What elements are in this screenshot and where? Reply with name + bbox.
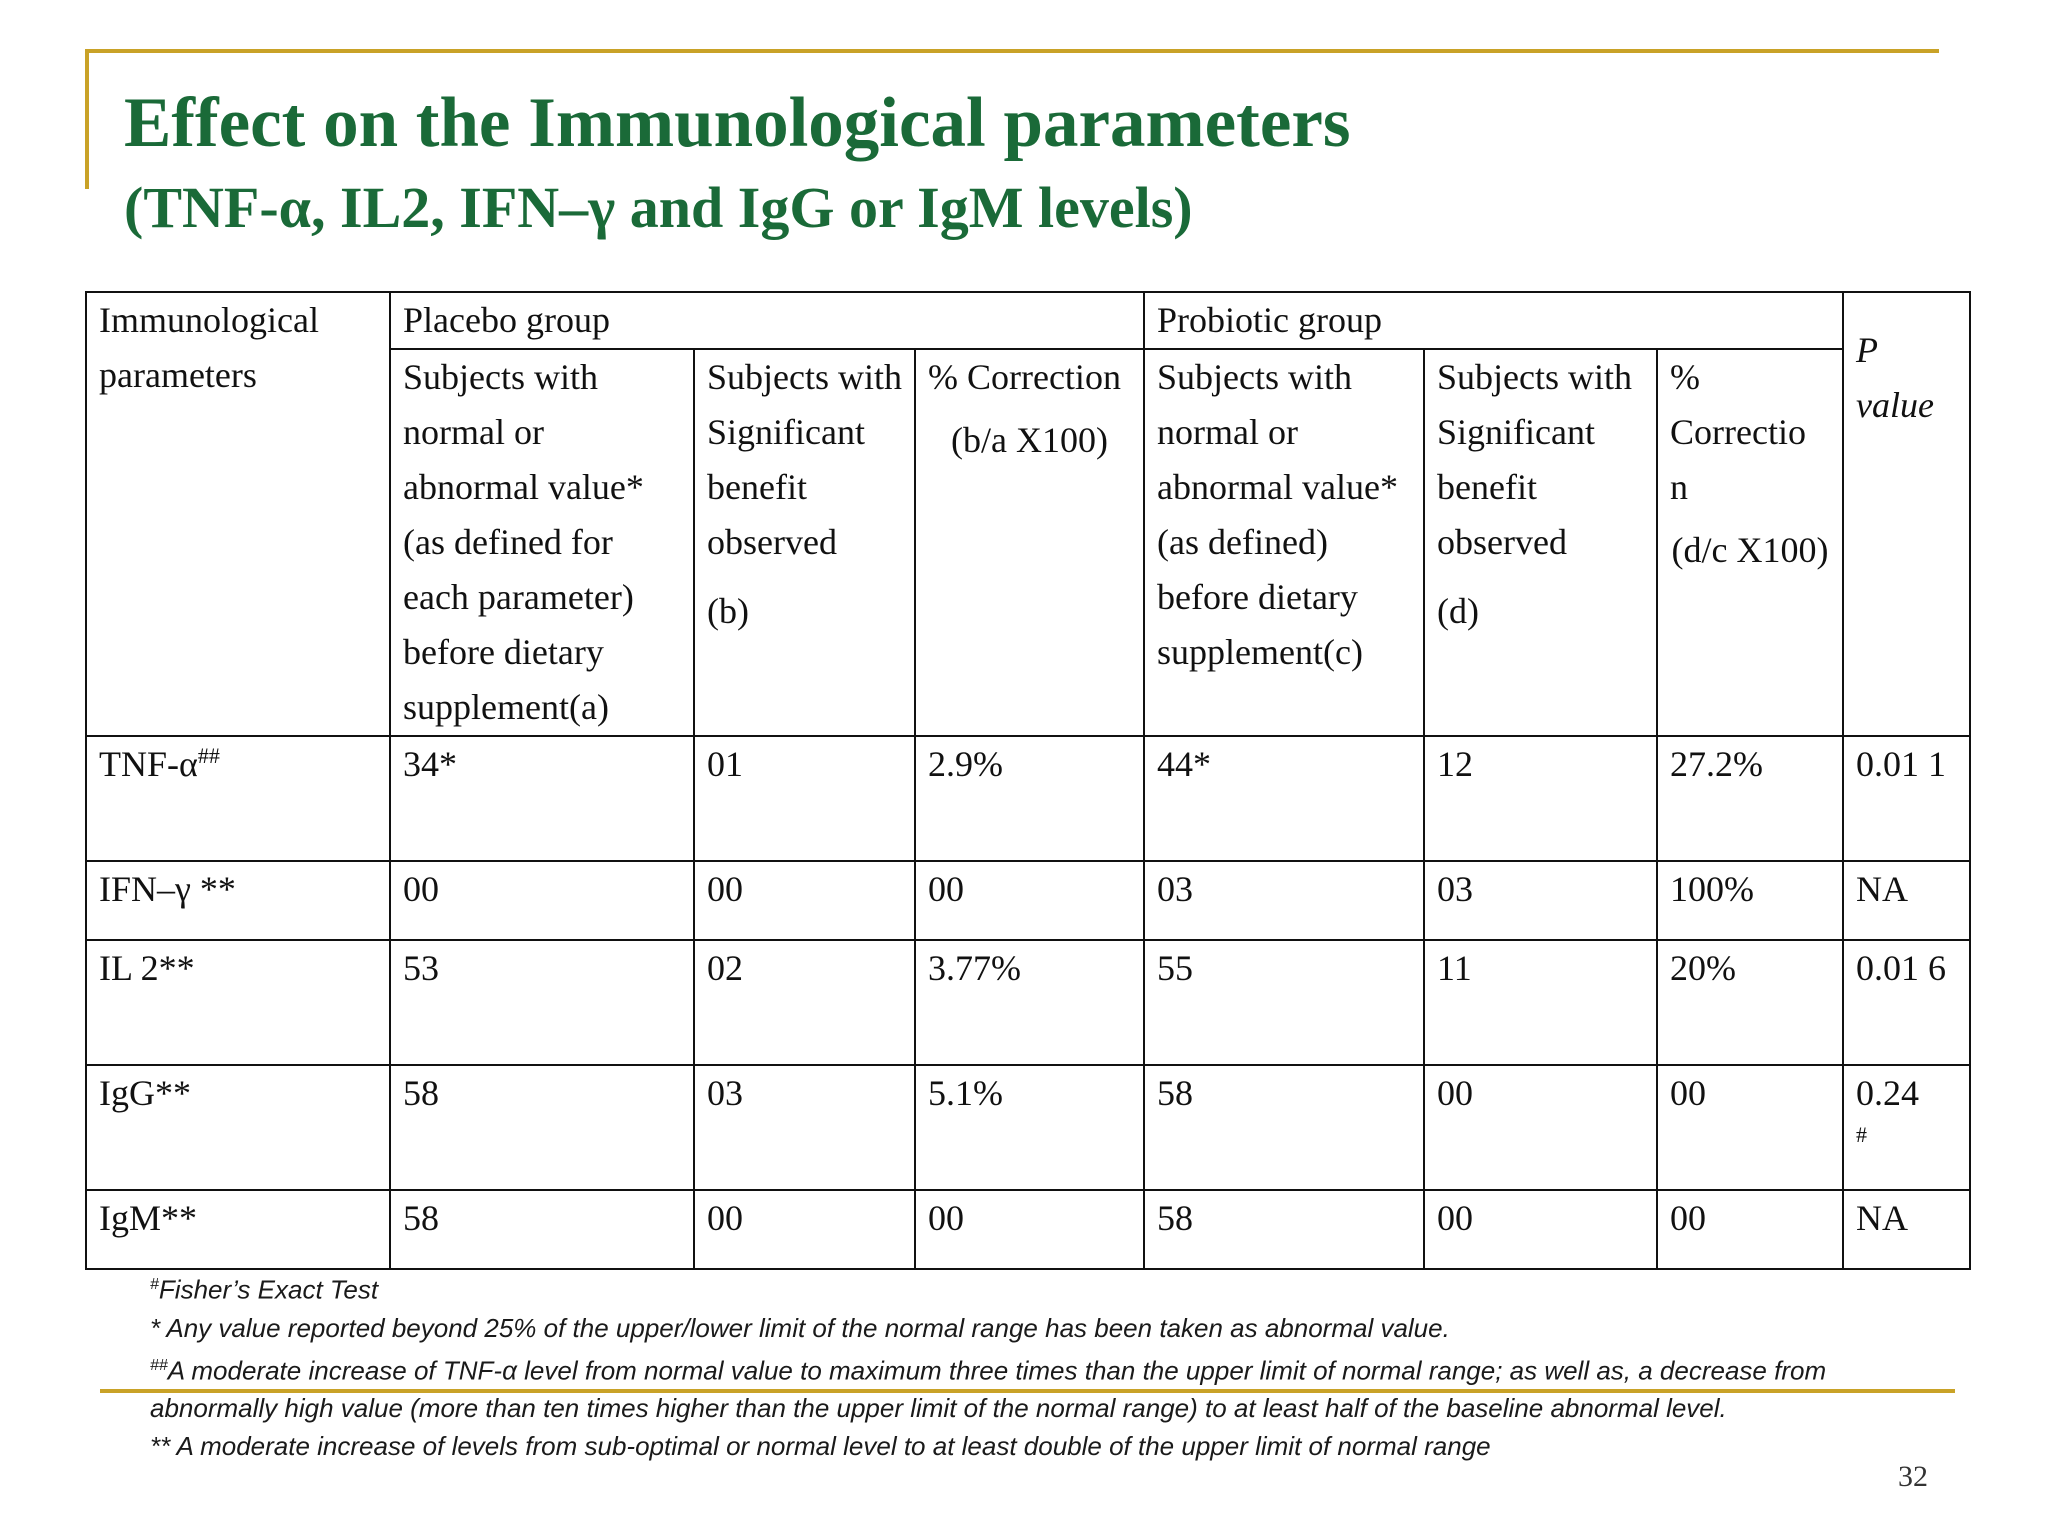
cell-probiotic-c: 00 (1657, 1065, 1843, 1190)
cell-placebo-a: 58 (390, 1065, 694, 1190)
cell-probiotic-b: 00 (1424, 1190, 1657, 1269)
table-row (86, 940, 1970, 1065)
param-cell: IFN–γ ** (86, 861, 390, 940)
cell-placebo-c: 00 (915, 861, 1144, 940)
param-cell (86, 736, 390, 861)
cell-p-value: NA (1843, 861, 1970, 940)
footnote-text: Fisher’s Exact Test (158, 1274, 379, 1305)
footnote-tnf (150, 1347, 1850, 1428)
header-placebo-c: % Correction (928, 357, 1121, 397)
page-number: 32 (1898, 1460, 1928, 1493)
table-row (86, 736, 1970, 861)
cell-probiotic-b: 00 (1424, 1065, 1657, 1190)
cell-placebo-c: 5.1% (915, 1065, 1144, 1190)
header-probiotic-a: Subjects with normal or abnormal value* (as defined) before dietary supplement(c) (1144, 349, 1424, 736)
cell-probiotic-a: 55 (1144, 940, 1424, 1065)
cell-probiotic-a: 58 (1144, 1065, 1424, 1190)
footnote-levels: ** A moderate increase of levels from sub-optimal or normal level to at least double of the upper limit of normal range (150, 1431, 1491, 1462)
cell-p-value: 0.01 1 (1843, 736, 1970, 861)
header-p-value: P value (1856, 330, 1935, 425)
cell-placebo-a: 34* (390, 736, 694, 861)
cell-placebo-c: 00 (915, 1190, 1144, 1269)
table-row (86, 861, 1970, 940)
header-parameters: Immunological parameters (86, 292, 390, 736)
footnote-mark: # (150, 1276, 159, 1293)
cell-p-value: 0.24 (1856, 1073, 1920, 1113)
cell-probiotic-a: 58 (1144, 1190, 1424, 1269)
group-header-row (86, 292, 1970, 349)
header-placebo-b-cell (694, 349, 915, 736)
cell-placebo-c: 3.77% (915, 940, 1144, 1065)
cell-probiotic-b: 03 (1424, 861, 1657, 940)
table-row (86, 1190, 1970, 1269)
header-placebo-c-formula: (b/a X100) (951, 420, 1108, 460)
cell-probiotic-c: 100% (1657, 861, 1843, 940)
header-probiotic-b-tag: (d) (1437, 591, 1480, 631)
header-probiotic-group: Probiotic group (1144, 292, 1843, 349)
footnote-fisher (150, 1266, 1850, 1309)
header-placebo-b: Subjects with Significant benefit observed (707, 357, 902, 562)
header-probiotic-b-cell (1424, 349, 1657, 736)
param-mark: ## (197, 743, 220, 768)
header-placebo-group: Placebo group (390, 292, 1144, 349)
slide-title (124, 78, 1350, 248)
p-value-mark: # (1856, 1122, 1868, 1147)
header-placebo-a: Subjects with normal or abnormal value* (as defined for each parameter) before dietary supplement(a) (390, 349, 694, 736)
footnote-abnormal: * Any value reported beyond 25% of the upper/lower limit of the normal range has been taken as abnormal value. (150, 1312, 1450, 1343)
left-rule (85, 49, 89, 189)
cell-probiotic-a: 03 (1144, 861, 1424, 940)
cell-placebo-b: 01 (694, 736, 915, 861)
cell-p-value: 0.01 6 (1843, 940, 1970, 1065)
cell-p-value-wrap (1843, 1065, 1970, 1190)
param-cell: IL 2** (86, 940, 390, 1065)
cell-probiotic-b: 11 (1424, 940, 1657, 1065)
cell-placebo-c: 2.9% (915, 736, 1144, 861)
footnotes (150, 1266, 1850, 1465)
cell-placebo-b: 03 (694, 1065, 915, 1190)
header-placebo-b-tag: (b) (707, 591, 749, 631)
table-row (86, 1065, 1970, 1190)
cell-placebo-b: 02 (694, 940, 915, 1065)
cell-probiotic-a: 44* (1144, 736, 1424, 861)
footnote-mark: ## (150, 1356, 168, 1374)
header-placebo-c-cell (915, 349, 1144, 736)
header-probiotic-c-formula: (d/c X100) (1671, 530, 1829, 570)
immunological-table (85, 291, 1971, 1270)
cell-probiotic-b: 12 (1424, 736, 1657, 861)
cell-placebo-a: 53 (390, 940, 694, 1065)
title-line-1: Effect on the Immunological parameters (124, 84, 1351, 162)
footnote-text: A moderate increase of TNF-α level from normal value to maximum three times than the upper limit of normal range; as well as, a decrease from abnormally high value (more than ten times higher than the upper limit of the normal range) to at least half of the baseline abnormal level. (150, 1355, 1827, 1424)
cell-probiotic-c: 00 (1657, 1190, 1843, 1269)
cell-placebo-b: 00 (694, 861, 915, 940)
title-line-2: (TNF-α, IL2, IFN–γ and IgG or IgM levels) (124, 175, 1193, 240)
header-probiotic-c-cell (1657, 349, 1843, 736)
param-name: TNF-α (99, 744, 198, 784)
header-probiotic-b: Subjects with Significant benefit observed (1437, 357, 1633, 562)
cell-placebo-a: 00 (390, 861, 694, 940)
param-cell: IgM** (86, 1190, 390, 1269)
cell-p-value: NA (1843, 1190, 1970, 1269)
header-p-value-cell (1843, 292, 1970, 736)
cell-placebo-b: 00 (694, 1190, 915, 1269)
header-probiotic-c: % Correctio n (1670, 357, 1806, 507)
param-cell: IgG** (86, 1065, 390, 1190)
cell-probiotic-c: 20% (1657, 940, 1843, 1065)
cell-probiotic-c: 27.2% (1657, 736, 1843, 861)
cell-placebo-a: 58 (390, 1190, 694, 1269)
top-rule (85, 49, 1939, 53)
